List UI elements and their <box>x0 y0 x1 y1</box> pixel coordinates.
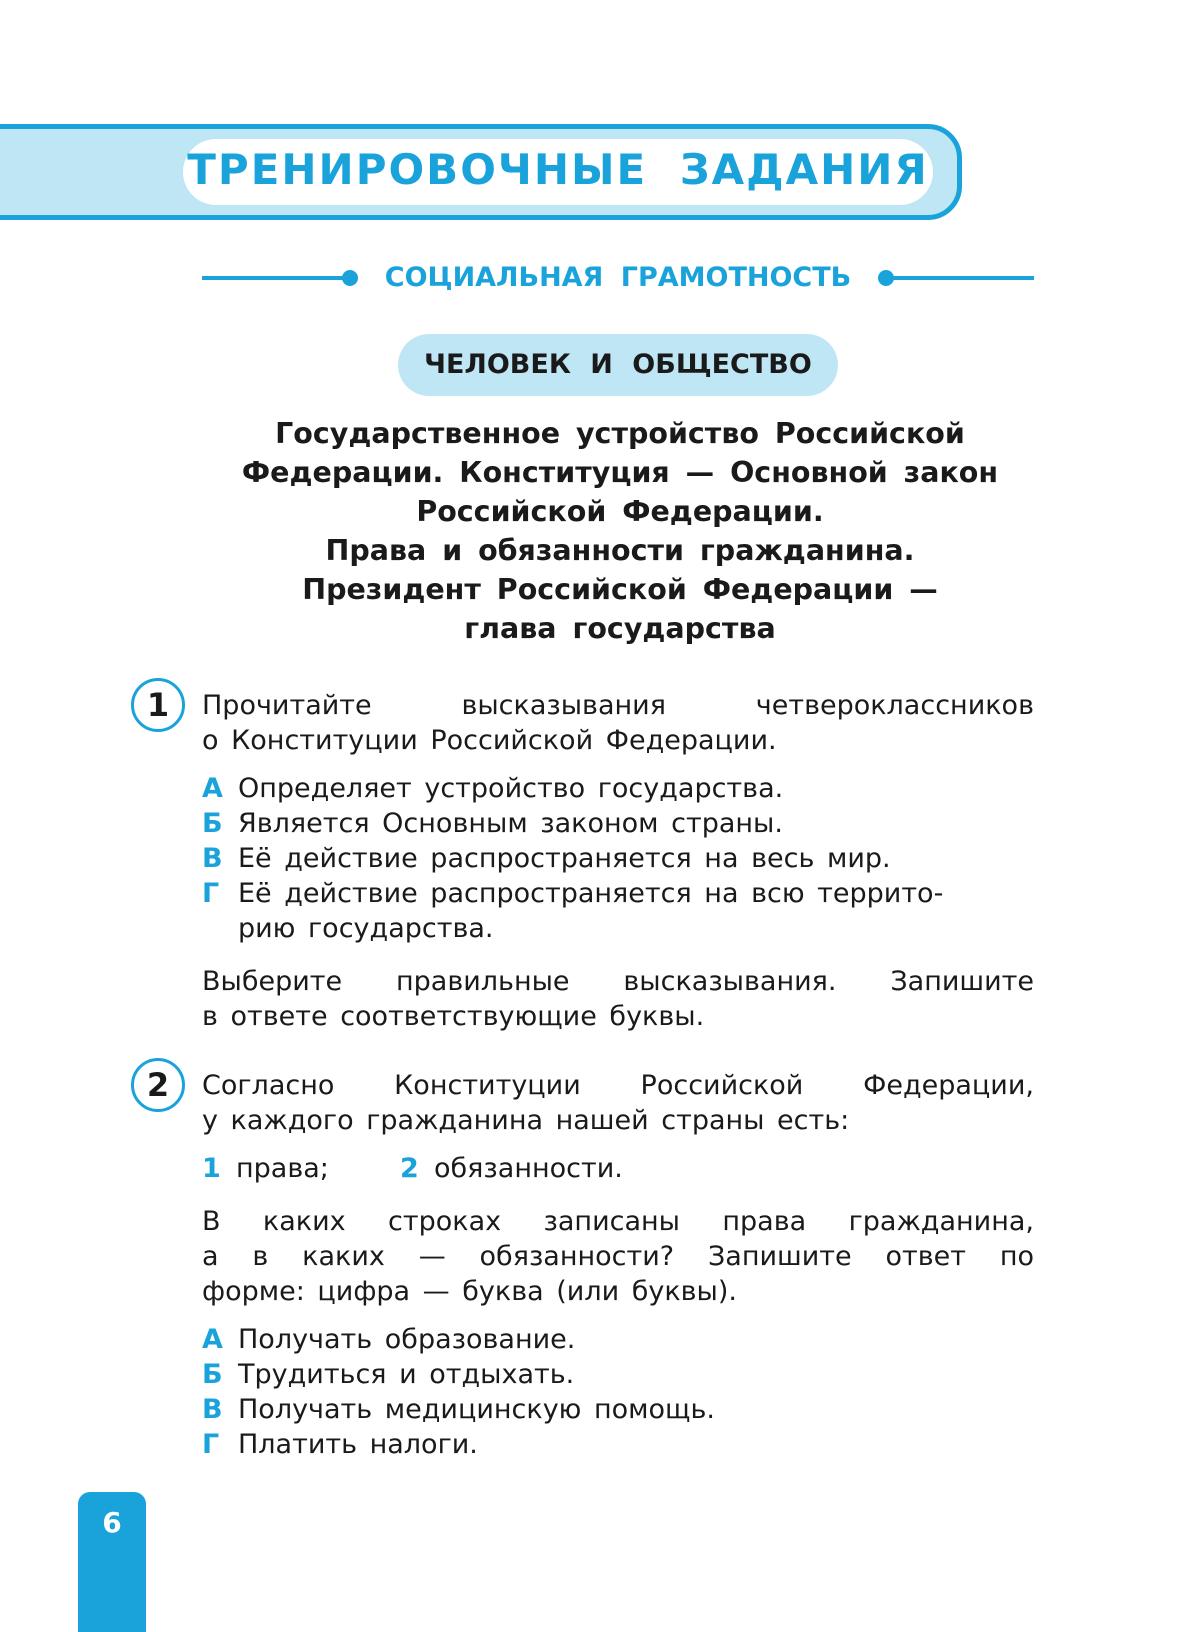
task-1-number: 1 <box>131 678 185 732</box>
section-title: СОЦИАЛЬНАЯ ГРАМОТНОСТЬ <box>384 262 852 293</box>
page-number: 6 <box>102 1506 122 1539</box>
task-2-intro-line-2: у каждого гражданина нашей страны есть: <box>202 1105 850 1136</box>
section-rule-left <box>202 276 344 280</box>
topic-line: Российской Федерации. <box>416 495 824 528</box>
task-2-question-line-2: а в каких — обязанности? Запишите ответ по <box>202 1241 1034 1272</box>
task-1-instruction-line-2: в ответе соответствующие буквы. <box>202 1001 705 1032</box>
task-1-option-a <box>202 771 1034 807</box>
page-number-tab <box>78 1492 146 1632</box>
task-2-option-c <box>202 1392 1034 1428</box>
topic-line: Федерации. Конституция — Основной закон <box>241 456 999 489</box>
task-1-option-d-continuation: рию государства. <box>238 913 494 944</box>
task-2-option-b <box>202 1357 1034 1393</box>
topic-line: Президент Российской Федерации — <box>302 573 938 606</box>
topic-line: глава государства <box>464 612 776 645</box>
task-2-question-line-1: В каких строках записаны права гражданина, <box>202 1206 1034 1237</box>
topic-line: Государственное устройство Российской <box>275 417 965 450</box>
category-number: 2 <box>400 1153 419 1184</box>
option-letter: А <box>202 1324 223 1355</box>
banner-title: ТРЕНИРОВОЧНЫЕ ЗАДАНИЯ <box>187 145 929 194</box>
category-text: права; <box>236 1153 329 1184</box>
task-1-option-d <box>202 876 1034 912</box>
section-dot-left <box>342 270 358 286</box>
option-text: Её действие распространяется на всю террито- <box>238 878 944 909</box>
task-1-option-b <box>202 806 1034 842</box>
task-1-instruction-line-1: Выберите правильные высказывания. Запишите <box>202 966 1034 997</box>
topic-line: Права и обязанности гражданина. <box>325 534 915 567</box>
title-banner <box>0 124 962 220</box>
task-2-option-d <box>202 1427 1034 1463</box>
option-letter: В <box>202 843 223 874</box>
option-text: Является Основным законом страны. <box>238 808 783 839</box>
task-1-intro-line-2: о Конституции Российской Федерации. <box>202 725 777 756</box>
option-letter: Б <box>202 1359 223 1390</box>
option-letter: В <box>202 1394 223 1425</box>
task-2-option-a <box>202 1322 1034 1358</box>
option-text: Платить налоги. <box>238 1429 478 1460</box>
option-letter: Г <box>202 878 220 909</box>
category-number: 1 <box>202 1153 221 1184</box>
task-1-option-c <box>202 841 1034 877</box>
option-letter: Б <box>202 808 223 839</box>
title-banner-inner <box>183 139 933 205</box>
section-rule-right <box>892 276 1034 280</box>
topic-heading <box>190 414 1050 648</box>
task-2-number: 2 <box>131 1058 185 1112</box>
category-text: обязанности. <box>434 1153 623 1184</box>
option-letter: А <box>202 773 223 804</box>
option-letter: Г <box>202 1429 220 1460</box>
option-text: Её действие распространяется на весь мир. <box>238 843 891 874</box>
chapter-title: ЧЕЛОВЕК И ОБЩЕСТВО <box>424 349 812 380</box>
option-text: Определяет устройство государства. <box>238 773 784 804</box>
chapter-pill <box>398 334 838 396</box>
task-2-question-line-3: форме: цифра — буква (или буквы). <box>202 1276 737 1307</box>
task-1-intro-line-1: Прочитайте высказывания четвероклассников <box>202 690 1034 721</box>
option-text: Получать медицинскую помощь. <box>238 1394 715 1425</box>
task-2-intro-line-1: Согласно Конституции Российской Федерации, <box>202 1070 1034 1101</box>
option-text: Трудиться и отдыхать. <box>238 1359 575 1390</box>
option-text: Получать образование. <box>238 1324 576 1355</box>
task-2-categories <box>202 1151 1034 1187</box>
section-heading <box>202 258 1034 298</box>
